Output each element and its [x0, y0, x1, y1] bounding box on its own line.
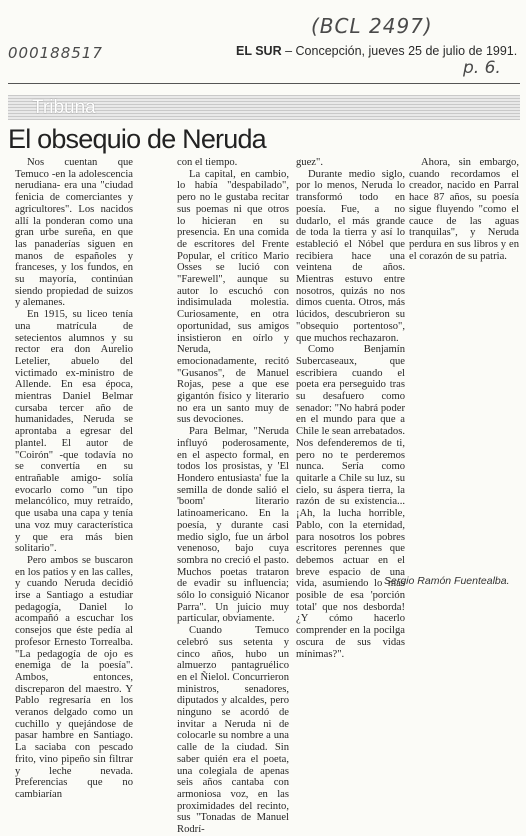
paragraph: Como Benjamín Subercaseaux, que escribiera cuando el poeta era perseguido tras su desafuero como senador: "No habrá poder en el mundo para que a Chile le sean arrebatados. Nos defenderemos de ti, pero no te perderemos nunca. Sería como quitarle a Chile su luz, su cielo, su áspera tierra, la razón de su existencia... ¡Ah, la lucha horrible, Pablo, con la eternidad, para nosotros los pobres escritores perennes que debemos actuar en el breve espacio de una vida, asumiendo lo más posible de esa 'porción total' que nos desborda! ¿Y cómo hacerlo comprender en la pocilga oscura de sus vidas mínimas?".: [296, 344, 405, 660]
paragraph: Pero ambos se buscaron en los patios y en las calles, y cuando Neruda decidió irse a Santiago a estudiar pedagogía, Daniel lo acompañó a escuchar los consejos que éste pedía al profesor Ernesto Torrealba. "La pedagogía de ojo es enemiga de la poesía". Ambos, entonces, discreparon del maestro. Y Pablo regresaría en los veranos delgado como un cuchillo y quejándose de pasar hambre en Santiago. La saciaba con pescado frito, vino pipeño sin filtrar y leche nevada. Preferencias que no cambiarían: [15, 554, 133, 800]
paragraph: Ahora, sin embargo, cuando recordamos el creador, nacido en Parral hace 87 años, su poesía sigue fluyendo "como el cauce de las aguas tranquilas", y Neruda perdura en sus libros y en el corazón de su patria.: [409, 157, 519, 262]
masthead-line: [236, 44, 517, 58]
article-column-4: [409, 157, 519, 595]
page-mark-annotation: p. 6.: [463, 58, 501, 78]
record-id-annotation: 000188517: [8, 44, 103, 62]
top-rule: [8, 83, 520, 84]
catalog-code-annotation: (BCL 2497): [311, 14, 433, 38]
paragraph: Nos cuentan que Temuco -en la adolescencia nerudiana- era una "ciudad fenicia de comerciantes y agricultores". Los nacidos allí la ponderan como una gran urbe sureña, en que las panaderías siguen en manos de españoles y franceses, y los fundos, en su mayoría, continúan siendo propiedad de suizos y alemanes.: [15, 157, 133, 309]
dateline: – Concepción, jueves 25 de julio de 1991.: [285, 44, 518, 58]
section-label: Tribuna: [32, 97, 96, 118]
paragraph: Durante medio siglo, por lo menos, Neruda lo transformó todo en poesía. Fue, a no dudarlo, el más grande de toda la tierra y así lo estableció el Nóbel que recibiera hace una veintena de años. Mientras estuvo entre nosotros, quizás no nos dimos cuenta. Otros, más lúcidos, descubrieron su "obsequio portentoso", que muchos rechazaron.: [296, 168, 405, 344]
article-column-2: [177, 157, 289, 836]
paragraph: Para Belmar, "Neruda influyó poderosamente, en el aspecto formal, en todos los prosistas, y 'El Hondero entusiasta' fue la semilla de donde salió el 'boom' literario latinoamericano. En la poesía, y durante casi medio siglo, fue un árbol venenoso, bajo cuya sombra no creció el pasto. Muchos poetas trataron de evadir su influencia; sólo lo consiguió Nicanor Parra". Un juicio muy particular, obviamente.: [177, 426, 289, 625]
section-banner: [8, 95, 520, 120]
article-column-1: [15, 157, 133, 800]
paragraph: En 1915, su liceo tenía una matrícula de setecientos alumnos y su rector era don Aurelio Letelier, abuelo del victimado ex-ministro de Allende. En esa época, mientras Daniel Belmar cursaba tercer año de humanidades, Neruda se aprontaba a egresar del plantel. El autor de "Coirón" -que todavía no se convertía en su entrañable amigo- solía evocarlo como "un tipo melancólico, muy retraído, que usaba una capa y tenía una voz muy característica y que era más bien solitario".: [15, 309, 133, 555]
author-byline: Sergio Ramón Fuentealba.: [384, 575, 510, 587]
article-column-3: [296, 157, 405, 660]
paragraph: Cuando Temuco celebró sus setenta y cinco años, hubo un almuerzo pantagruélico en el Ñielol. Concurrieron ministros, senadores, diputados y alcaldes, pero ninguno se acordó de invitar a Neruda ni de colocarle su nombre a una calle de la ciudad. Sin saber quién era el poeta, una colegiala de apenas seis años cantaba con armoniosa voz, en las proximidades del recinto, sus "Tonadas de Manuel Rodrí-: [177, 625, 289, 836]
paragraph: guez".: [296, 157, 323, 168]
paragraph: con el tiempo.: [177, 157, 238, 168]
article-headline: El obsequio de Neruda: [8, 124, 266, 154]
newspaper-name: EL SUR: [236, 44, 282, 58]
paragraph: La capital, en cambio, lo había "despabilado", pero no le gustaba recitar sus poemas ni que otros lo hicieran en su presencia. En una comida de escritores del Frente Popular, el crítico Mario Osses se lució con "Farewell", aunque su autor lo escuchó con indisimulada molestia. Curiosamente, en otra oportunidad, sus amigos insistieron en oírlo y Neruda, emocionadamente, recitó "Gusanos", de Manuel Rojas, pese a que ese gigantón físico y literario no era un santo muy de sus devociones.: [177, 168, 289, 426]
